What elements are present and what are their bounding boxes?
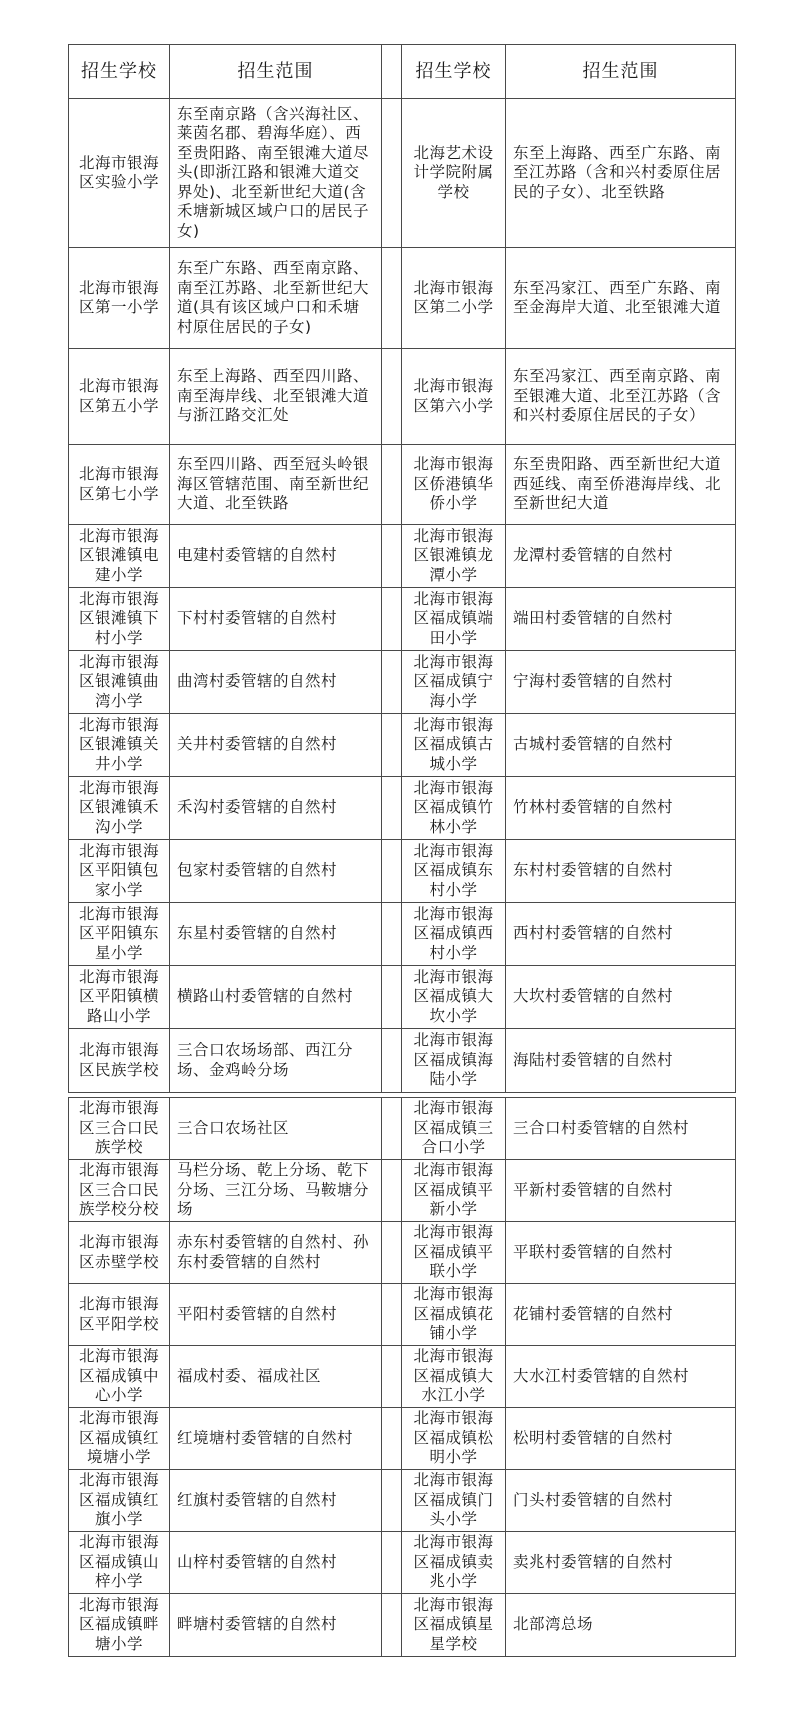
school-name: 北海市银海区福成镇红旗小学 bbox=[69, 1470, 170, 1532]
column-separator bbox=[382, 45, 402, 99]
column-separator bbox=[382, 714, 402, 777]
enrollment-range: 包家村委管辖的自然村 bbox=[170, 840, 382, 903]
table-row bbox=[69, 1346, 736, 1408]
school-name: 北海市银海区银滩镇曲湾小学 bbox=[69, 651, 170, 714]
table-row bbox=[69, 525, 736, 588]
column-separator bbox=[382, 840, 402, 903]
school-name: 北海市银海区福成镇松明小学 bbox=[402, 1408, 506, 1470]
school-name: 北海市银海区福成镇大水江小学 bbox=[402, 1346, 506, 1408]
school-name: 北海市银海区福成镇古城小学 bbox=[402, 714, 506, 777]
enrollment-range: 花铺村委管辖的自然村 bbox=[506, 1284, 736, 1346]
column-separator bbox=[382, 1029, 402, 1093]
school-name: 北海市银海区平阳镇包家小学 bbox=[69, 840, 170, 903]
school-name: 北海市银海区福成镇星星学校 bbox=[402, 1594, 506, 1657]
table-row bbox=[69, 588, 736, 651]
school-name: 北海市银海区福成镇畔塘小学 bbox=[69, 1594, 170, 1657]
enrollment-range: 海陆村委管辖的自然村 bbox=[506, 1029, 736, 1093]
school-name: 北海市银海区福成镇山梓小学 bbox=[69, 1532, 170, 1594]
column-separator bbox=[382, 248, 402, 349]
enrollment-range: 禾沟村委管辖的自然村 bbox=[170, 777, 382, 840]
enrollment-range: 门头村委管辖的自然村 bbox=[506, 1470, 736, 1532]
table-row bbox=[69, 1284, 736, 1346]
column-separator bbox=[382, 588, 402, 651]
column-separator bbox=[382, 903, 402, 966]
school-name: 北海市银海区福成镇卖兆小学 bbox=[402, 1532, 506, 1594]
school-name: 北海市银海区福成镇大坎小学 bbox=[402, 966, 506, 1029]
column-separator bbox=[382, 1532, 402, 1594]
school-name: 北海市银海区赤壁学校 bbox=[69, 1222, 170, 1284]
school-name: 北海市银海区福成镇竹林小学 bbox=[402, 777, 506, 840]
school-name: 北海市银海区福成镇门头小学 bbox=[402, 1470, 506, 1532]
school-name: 北海市银海区民族学校 bbox=[69, 1029, 170, 1093]
enrollment-range: 东村村委管辖的自然村 bbox=[506, 840, 736, 903]
table-row bbox=[69, 1029, 736, 1093]
school-name: 北海市银海区平阳镇东星小学 bbox=[69, 903, 170, 966]
column-separator bbox=[382, 99, 402, 248]
enrollment-range: 东至南京路（含兴海社区、莱茵名郡、碧海华庭）、西至贵阳路、南至银滩大道尽头(即浙江路和银滩大道交界处)、北至新世纪大道(含禾塘新城区域户口的居民子女) bbox=[170, 99, 382, 248]
table-row bbox=[69, 99, 736, 248]
enrollment-range: 东至上海路、西至四川路、南至海岸线、北至银滩大道与浙江路交汇处 bbox=[170, 349, 382, 445]
enrollment-range: 平新村委管辖的自然村 bbox=[506, 1160, 736, 1222]
enrollment-range: 龙潭村委管辖的自然村 bbox=[506, 525, 736, 588]
school-name: 北海市银海区第二小学 bbox=[402, 248, 506, 349]
table-row bbox=[69, 651, 736, 714]
enrollment-range: 大坎村委管辖的自然村 bbox=[506, 966, 736, 1029]
column-separator bbox=[382, 349, 402, 445]
school-name: 北海市银海区福成镇红境塘小学 bbox=[69, 1408, 170, 1470]
column-separator bbox=[382, 966, 402, 1029]
school-name: 北海市银海区三合口民族学校 bbox=[69, 1098, 170, 1160]
table-row bbox=[69, 1532, 736, 1594]
table-row bbox=[69, 1594, 736, 1657]
enrollment-range: 古城村委管辖的自然村 bbox=[506, 714, 736, 777]
table-header-row bbox=[69, 45, 736, 99]
enrollment-range: 马栏分场、乾上分场、乾下分场、三江分场、马鞍塘分场 bbox=[170, 1160, 382, 1222]
column-separator bbox=[382, 445, 402, 525]
enrollment-range: 关井村委管辖的自然村 bbox=[170, 714, 382, 777]
school-name: 北海市银海区银滩镇禾沟小学 bbox=[69, 777, 170, 840]
school-name: 北海市银海区银滩镇关井小学 bbox=[69, 714, 170, 777]
school-name: 北海市银海区第一小学 bbox=[69, 248, 170, 349]
column-separator bbox=[382, 1594, 402, 1657]
enrollment-range: 松明村委管辖的自然村 bbox=[506, 1408, 736, 1470]
school-name: 北海市银海区福成镇宁海小学 bbox=[402, 651, 506, 714]
enrollment-range: 红境塘村委管辖的自然村 bbox=[170, 1408, 382, 1470]
enrollment-range: 东至上海路、西至广东路、南至江苏路（含和兴村委原住居民的子女）、北至铁路 bbox=[506, 99, 736, 248]
table-row bbox=[69, 840, 736, 903]
enrollment-range: 北部湾总场 bbox=[506, 1594, 736, 1657]
school-name: 北海市银海区银滩镇龙潭小学 bbox=[402, 525, 506, 588]
enrollment-range: 东至贵阳路、西至新世纪大道西延线、南至侨港海岸线、北至新世纪大道 bbox=[506, 445, 736, 525]
enrollment-range: 红旗村委管辖的自然村 bbox=[170, 1470, 382, 1532]
enrollment-range: 东至冯家江、西至南京路、南至银滩大道、北至江苏路（含和兴村委原住居民的子女） bbox=[506, 349, 736, 445]
enrollment-range: 东至冯家江、西至广东路、南至金海岸大道、北至银滩大道 bbox=[506, 248, 736, 349]
enrollment-range: 三合口农场场部、西江分场、金鸡岭分场 bbox=[170, 1029, 382, 1093]
column-separator bbox=[382, 525, 402, 588]
enrollment-range: 端田村委管辖的自然村 bbox=[506, 588, 736, 651]
enrollment-table-part1 bbox=[68, 44, 736, 1093]
enrollment-range: 竹林村委管辖的自然村 bbox=[506, 777, 736, 840]
school-name: 北海市银海区银滩镇下村小学 bbox=[69, 588, 170, 651]
school-name: 北海市银海区第六小学 bbox=[402, 349, 506, 445]
table-row bbox=[69, 966, 736, 1029]
school-name: 北海艺术设计学院附属学校 bbox=[402, 99, 506, 248]
enrollment-range: 横路山村委管辖的自然村 bbox=[170, 966, 382, 1029]
enrollment-range: 宁海村委管辖的自然村 bbox=[506, 651, 736, 714]
school-name: 北海市银海区福成镇平联小学 bbox=[402, 1222, 506, 1284]
table-row bbox=[69, 714, 736, 777]
column-separator bbox=[382, 1160, 402, 1222]
enrollment-range: 三合口农场社区 bbox=[170, 1098, 382, 1160]
enrollment-range: 三合口村委管辖的自然村 bbox=[506, 1098, 736, 1160]
column-separator bbox=[382, 1470, 402, 1532]
school-name: 北海市银海区福成镇中心小学 bbox=[69, 1346, 170, 1408]
table-row bbox=[69, 1160, 736, 1222]
table-row bbox=[69, 1408, 736, 1470]
enrollment-range: 山梓村委管辖的自然村 bbox=[170, 1532, 382, 1594]
school-name: 北海市银海区福成镇西村小学 bbox=[402, 903, 506, 966]
enrollment-range: 平联村委管辖的自然村 bbox=[506, 1222, 736, 1284]
school-name: 北海市银海区福成镇海陆小学 bbox=[402, 1029, 506, 1093]
enrollment-range: 平阳村委管辖的自然村 bbox=[170, 1284, 382, 1346]
table-row bbox=[69, 349, 736, 445]
header-range: 招生范围 bbox=[170, 45, 382, 99]
school-name: 北海市银海区福成镇花铺小学 bbox=[402, 1284, 506, 1346]
enrollment-range: 大水江村委管辖的自然村 bbox=[506, 1346, 736, 1408]
column-separator bbox=[382, 777, 402, 840]
column-separator bbox=[382, 1222, 402, 1284]
enrollment-range: 东至四川路、西至冠头岭银海区管辖范围、南至新世纪大道、北至铁路 bbox=[170, 445, 382, 525]
school-name: 北海市银海区第七小学 bbox=[69, 445, 170, 525]
school-name: 北海市银海区银滩镇电建小学 bbox=[69, 525, 170, 588]
table-row bbox=[69, 777, 736, 840]
school-name: 北海市银海区三合口民族学校分校 bbox=[69, 1160, 170, 1222]
enrollment-range: 畔塘村委管辖的自然村 bbox=[170, 1594, 382, 1657]
school-name: 北海市银海区实验小学 bbox=[69, 99, 170, 248]
header-school: 招生学校 bbox=[402, 45, 506, 99]
column-separator bbox=[382, 651, 402, 714]
table-row bbox=[69, 1098, 736, 1160]
enrollment-range: 卖兆村委管辖的自然村 bbox=[506, 1532, 736, 1594]
table-row bbox=[69, 903, 736, 966]
header-range: 招生范围 bbox=[506, 45, 736, 99]
school-name: 北海市银海区福成镇东村小学 bbox=[402, 840, 506, 903]
column-separator bbox=[382, 1098, 402, 1160]
school-name: 北海市银海区平阳学校 bbox=[69, 1284, 170, 1346]
table-row bbox=[69, 248, 736, 349]
school-name: 北海市银海区福成镇平新小学 bbox=[402, 1160, 506, 1222]
column-separator bbox=[382, 1346, 402, 1408]
enrollment-table-part2 bbox=[68, 1097, 736, 1657]
enrollment-range: 电建村委管辖的自然村 bbox=[170, 525, 382, 588]
enrollment-range: 东至广东路、西至南京路、南至江苏路、北至新世纪大道(具有该区域户口和禾塘村原住居民的子女) bbox=[170, 248, 382, 349]
enrollment-range: 东星村委管辖的自然村 bbox=[170, 903, 382, 966]
enrollment-range: 下村村委管辖的自然村 bbox=[170, 588, 382, 651]
column-separator bbox=[382, 1408, 402, 1470]
header-school: 招生学校 bbox=[69, 45, 170, 99]
table-row bbox=[69, 1222, 736, 1284]
school-name: 北海市银海区福成镇三合口小学 bbox=[402, 1098, 506, 1160]
table-row bbox=[69, 1470, 736, 1532]
enrollment-range: 赤东村委管辖的自然村、孙东村委管辖的自然村 bbox=[170, 1222, 382, 1284]
school-name: 北海市银海区福成镇端田小学 bbox=[402, 588, 506, 651]
school-name: 北海市银海区平阳镇横路山小学 bbox=[69, 966, 170, 1029]
school-name: 北海市银海区第五小学 bbox=[69, 349, 170, 445]
enrollment-range: 福成村委、福成社区 bbox=[170, 1346, 382, 1408]
enrollment-range: 西村村委管辖的自然村 bbox=[506, 903, 736, 966]
column-separator bbox=[382, 1284, 402, 1346]
school-name: 北海市银海区侨港镇华侨小学 bbox=[402, 445, 506, 525]
enrollment-range: 曲湾村委管辖的自然村 bbox=[170, 651, 382, 714]
table-row bbox=[69, 445, 736, 525]
